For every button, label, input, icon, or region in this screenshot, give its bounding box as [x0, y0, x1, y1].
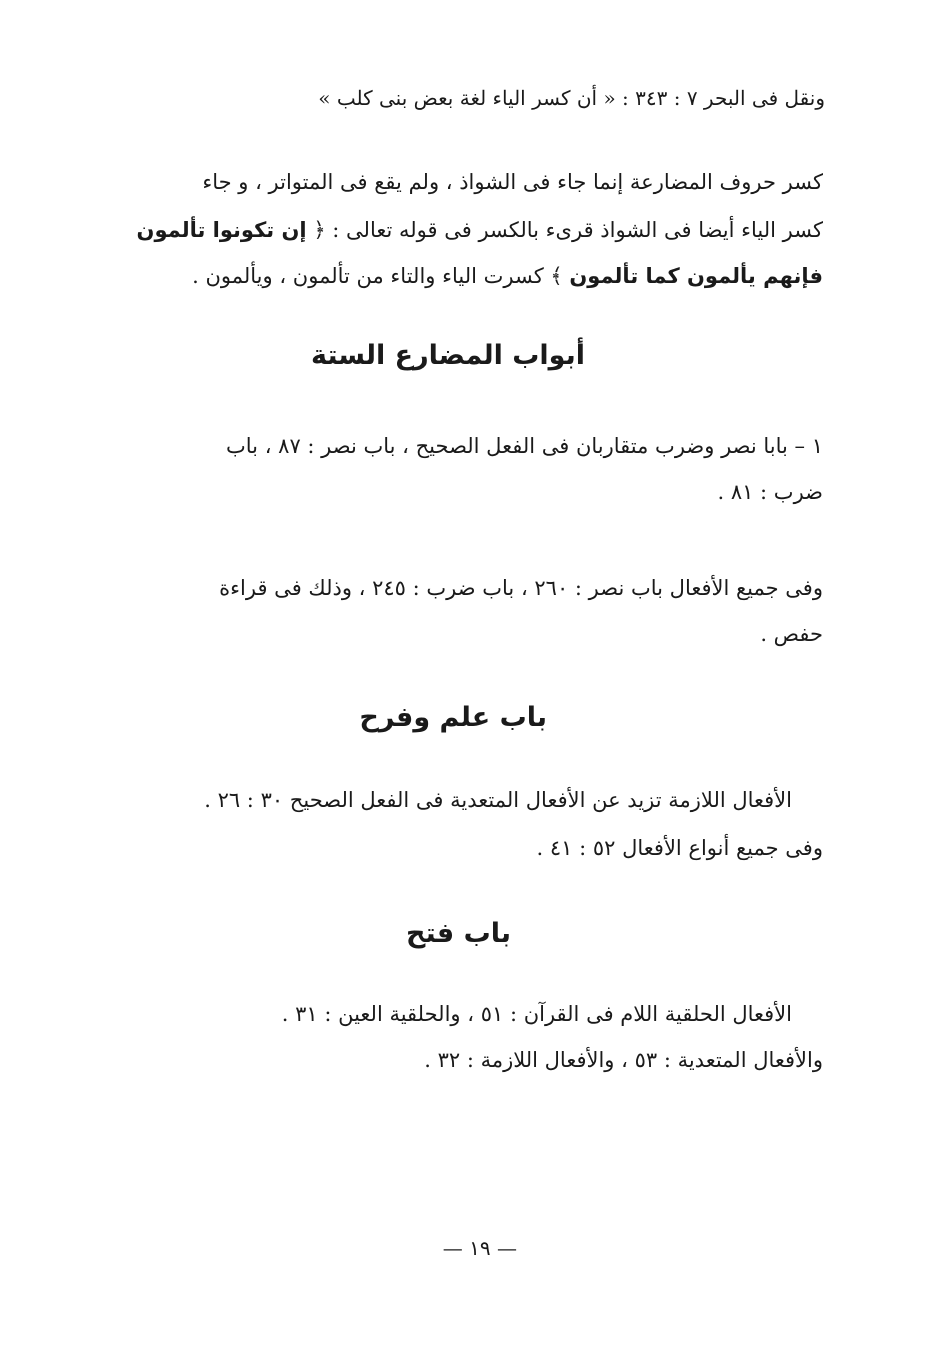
intro-line-3-text: ﴾ كسرت الياء والتاء من تألمون ، ويألمون .: [192, 264, 563, 288]
page-number: — ١٩ —: [442, 1236, 517, 1260]
intro-line-1: كسر حروف المضارعة إنما جاء فى الشواذ ، ولم يقع فى المتواتر ، و جاء: [202, 170, 823, 194]
section-heading-alima-fariha: باب علم وفرح: [359, 702, 547, 733]
section3-line2: والأفعال المتعدية : ٥٣ ، والأفعال اللازمة : ٣٢ .: [424, 1048, 823, 1072]
section2-line1: الأفعال اللازمة تزيد عن الأفعال المتعدية فى الفعل الصحيح ٣٠ : ٢٦ .: [204, 788, 792, 812]
section-heading-six-chapters: أبواب المضارع الستة: [311, 340, 585, 371]
section1-p2-line2: حفص .: [760, 622, 823, 646]
intro-line-2: [137, 220, 823, 241]
section1-p1-line1: ١ – بابا نصر وضرب متقاربان فى الفعل الصحيح ، باب نصر : ٨٧ ، باب: [226, 434, 823, 458]
section2-line2: وفى جميع أنواع الأفعال ٥٢ : ٤١ .: [536, 836, 823, 860]
note-line: ونقل فى البحر ٧ : ٣٤٣ : « أن كسر الياء لغة بعض بنى كلب »: [318, 86, 825, 110]
intro-line-3: [192, 266, 823, 287]
intro-line-2-text: كسر الياء أيضا فى الشواذ قرىء بالكسر فى قوله تعالى : ﴿: [313, 218, 823, 242]
section3-line1: الأفعال الحلقية اللام فى القرآن : ٥١ ، والحلقية العين : ٣١ .: [281, 1002, 792, 1026]
section1-p1-line2: ضرب : ٨١ .: [717, 480, 823, 504]
section-heading-fataha: باب فتح: [406, 918, 511, 949]
quran-quote-part-1: إن تكونوا تألمون: [136, 218, 307, 242]
section1-p2-line1: وفى جميع الأفعال باب نصر : ٢٦٠ ، باب ضرب : ٢٤٥ ، وذلك فى قراءة: [219, 576, 823, 600]
quran-quote-part-2: فإنهم يألمون كما تألمون: [569, 264, 823, 288]
